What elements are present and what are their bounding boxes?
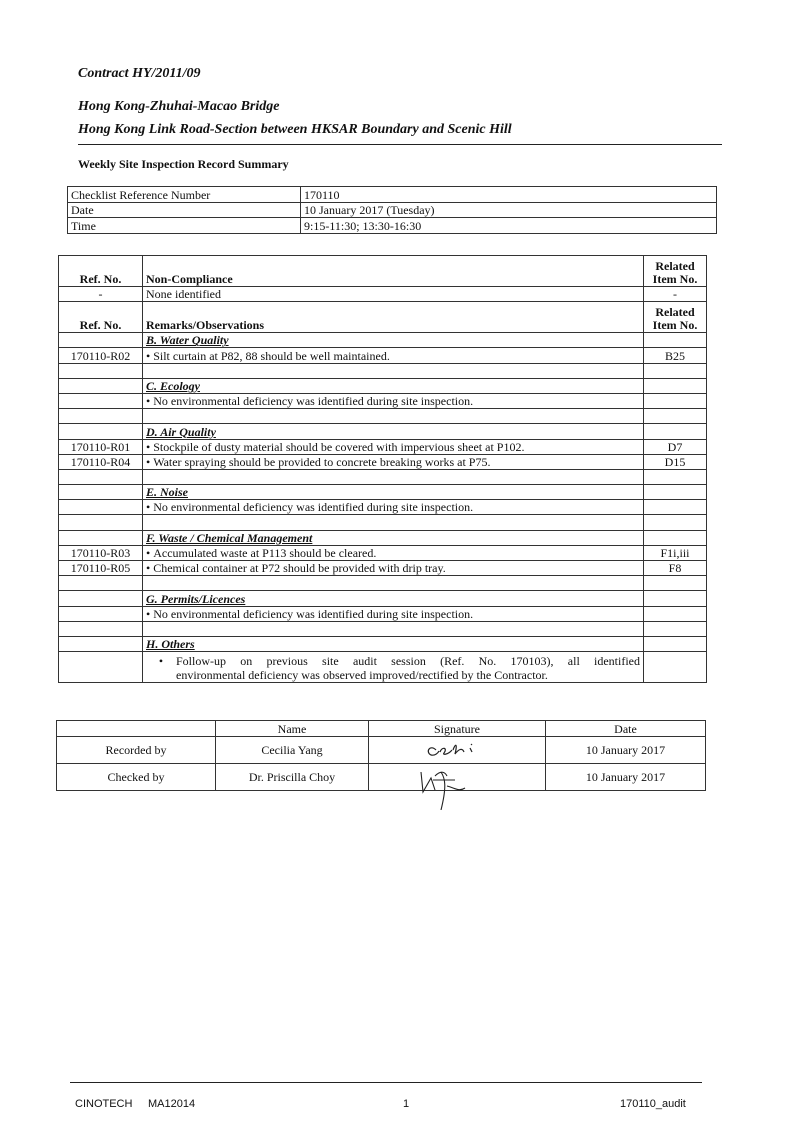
nc-ref: - xyxy=(59,287,143,302)
table-row xyxy=(59,454,707,469)
info-row xyxy=(68,218,717,234)
signoff-date-header: Date xyxy=(546,721,706,737)
inspection-record-table xyxy=(58,255,707,683)
nc-related-line1: Related xyxy=(655,259,695,273)
obs-text: • Stockpile of dusty material should be covered with impervious sheet at P102. xyxy=(143,439,644,454)
checked-signature xyxy=(369,764,546,791)
section-row-air xyxy=(59,424,707,439)
signoff-row-recorded xyxy=(57,737,706,764)
section-air-quality: D. Air Quality xyxy=(143,424,644,439)
section-title: Hong Kong Link Road-Section between HKSAR Boundary and Scenic Hill xyxy=(78,122,512,137)
obs-ref: 170110-R04 xyxy=(59,454,143,469)
signoff-signature-header: Signature xyxy=(369,721,546,737)
table-row xyxy=(59,393,707,408)
section-others: H. Others xyxy=(143,636,644,651)
obs-related: F8 xyxy=(644,561,707,576)
spacer-row xyxy=(59,409,707,424)
obs-related: B25 xyxy=(644,348,707,363)
table-row xyxy=(59,561,707,576)
recorded-date: 10 January 2017 xyxy=(546,737,706,764)
others-line2: environmental deficiency was observed improved/rectified by the Contractor. xyxy=(176,668,548,683)
info-row xyxy=(68,202,717,218)
obs-ref: 170110-R05 xyxy=(59,561,143,576)
section-waste: F. Waste / Chemical Management xyxy=(143,530,644,545)
table-row xyxy=(59,606,707,621)
signoff-header-row xyxy=(57,721,706,737)
footer-company: CINOTECH xyxy=(75,1098,133,1110)
obs-related: D15 xyxy=(644,454,707,469)
section-ecology: C. Ecology xyxy=(143,378,644,393)
section-water-quality: B. Water Quality xyxy=(143,333,644,348)
section-row-others xyxy=(59,636,707,651)
info-label: Checklist Reference Number xyxy=(68,187,301,203)
obs-text: • Silt curtain at P82, 88 should be well maintained. xyxy=(143,348,644,363)
nc-desc: None identified xyxy=(143,287,644,302)
project-title: Hong Kong-Zhuhai-Macao Bridge xyxy=(78,99,280,114)
table-row xyxy=(59,439,707,454)
page-number: 1 xyxy=(403,1098,410,1110)
obs-text: • Chemical container at P72 should be provided with drip tray. xyxy=(143,561,644,576)
table-row xyxy=(59,545,707,560)
header-rule xyxy=(78,144,722,145)
observations-header-row xyxy=(59,302,707,333)
checked-label: Checked by xyxy=(57,764,216,791)
info-label: Time xyxy=(68,218,301,234)
checked-name: Dr. Priscilla Choy xyxy=(216,764,369,791)
obs-ref: 170110-R02 xyxy=(59,348,143,363)
section-noise: E. Noise xyxy=(143,485,644,500)
document-subtitle: Weekly Site Inspection Record Summary xyxy=(78,157,289,171)
spacer-row xyxy=(59,469,707,484)
obs-ref-header: Ref. No. xyxy=(59,302,143,333)
table-row xyxy=(59,500,707,515)
section-row-ecology xyxy=(59,378,707,393)
obs-text: • Water spraying should be provided to concrete breaking works at P75. xyxy=(143,454,644,469)
others-bullet-block xyxy=(146,654,640,682)
obs-related-line1: Related xyxy=(655,305,695,320)
spacer-row xyxy=(59,576,707,591)
noncompliance-header-row xyxy=(59,256,707,287)
obs-ref: 170110-R03 xyxy=(59,545,143,560)
recorded-label: Recorded by xyxy=(57,737,216,764)
obs-text: • No environmental deficiency was identified during site inspection. xyxy=(143,606,644,621)
bullet-icon: • xyxy=(158,654,164,669)
nc-desc-header: Non-Compliance xyxy=(143,256,644,287)
section-row-water xyxy=(59,333,707,348)
recorded-signature xyxy=(369,737,546,764)
info-label: Date xyxy=(68,202,301,218)
info-value: 170110 xyxy=(301,187,717,203)
obs-text: • No environmental deficiency was identified during site inspection. xyxy=(143,393,644,408)
obs-text: • No environmental deficiency was identified during site inspection. xyxy=(143,500,644,515)
info-value: 9:15-11:30; 13:30-16:30 xyxy=(301,218,717,234)
spacer-row xyxy=(59,363,707,378)
obs-related: F1i,iii xyxy=(644,545,707,560)
signoff-table xyxy=(56,720,706,791)
obs-related-header xyxy=(644,302,707,333)
nc-ref-header: Ref. No. xyxy=(59,256,143,287)
signature-icon xyxy=(411,766,491,810)
table-row xyxy=(59,287,707,302)
obs-desc-header: Remarks/Observations xyxy=(143,302,644,333)
others-line1: Follow-up on previous site audit session (Ref. No. 170103), all identified xyxy=(176,654,640,669)
section-row-waste xyxy=(59,530,707,545)
section-row-permits xyxy=(59,591,707,606)
obs-text xyxy=(143,652,644,683)
nc-related: - xyxy=(644,287,707,302)
contract-number: Contract HY/2011/09 xyxy=(78,66,201,81)
signoff-name-header: Name xyxy=(216,721,369,737)
obs-related-line2: Item No. xyxy=(652,318,698,333)
footer-code: MA12014 xyxy=(148,1098,196,1110)
recorded-name: Cecilia Yang xyxy=(216,737,369,764)
obs-related: D7 xyxy=(644,439,707,454)
inspection-info-table xyxy=(67,186,717,234)
others-text xyxy=(176,654,640,682)
signature-icon xyxy=(422,738,492,760)
nc-related-header xyxy=(644,256,707,287)
nc-related-line2: Item No. xyxy=(652,272,698,286)
table-row xyxy=(59,652,707,683)
spacer-row xyxy=(59,621,707,636)
signoff-row-checked xyxy=(57,764,706,791)
table-row xyxy=(59,348,707,363)
spacer-row xyxy=(59,515,707,530)
section-row-noise xyxy=(59,485,707,500)
info-value: 10 January 2017 (Tuesday) xyxy=(301,202,717,218)
info-row xyxy=(68,187,717,203)
footer-filename: 170110_audit xyxy=(620,1098,686,1110)
footer-rule xyxy=(70,1082,702,1083)
obs-ref: 170110-R01 xyxy=(59,439,143,454)
checked-date: 10 January 2017 xyxy=(546,764,706,791)
obs-text: • Accumulated waste at P113 should be cleared. xyxy=(143,545,644,560)
section-permits: G. Permits/Licences xyxy=(143,591,644,606)
